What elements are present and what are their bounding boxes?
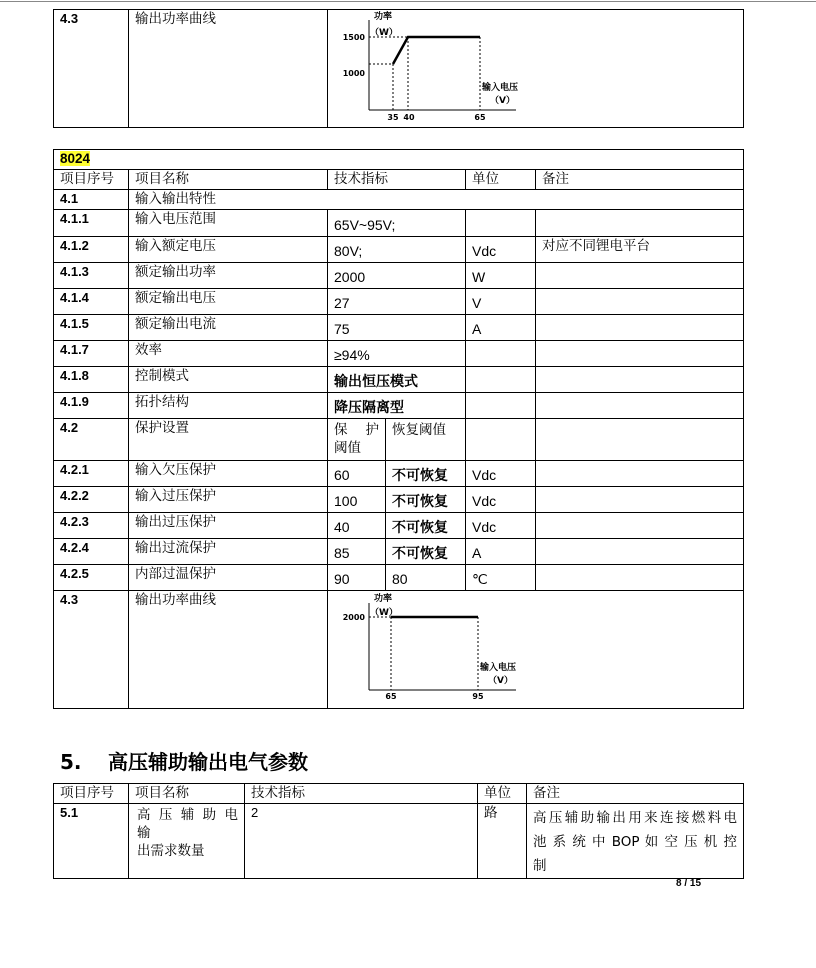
item-number: 4.1: [54, 190, 129, 210]
power-curve-line: [393, 37, 480, 64]
table-row: [54, 513, 744, 539]
recovery-value: 不可恢复: [386, 461, 466, 487]
item-name: 输出功率曲线: [129, 591, 328, 709]
x-tick-label: 65: [385, 692, 397, 701]
item-unit: Vdc: [466, 513, 536, 539]
item-name: 保护设置: [129, 419, 328, 461]
header-cell: 项目序号: [54, 170, 129, 190]
item-name: 控制模式: [129, 367, 328, 393]
header-cell: 技术指标: [328, 170, 466, 190]
x-axis-unit: （V）: [490, 96, 515, 106]
item-number: 4.1.4: [54, 289, 129, 315]
item-note: [527, 804, 744, 879]
x-tick-label: 95: [472, 692, 484, 701]
item-name: 输入输出特性: [129, 190, 744, 210]
item-name: 效率: [129, 341, 328, 367]
header-cell: 项目名称: [129, 170, 328, 190]
item-spec: 75: [328, 315, 466, 341]
item-note: [536, 419, 744, 461]
threshold-value: 90: [328, 565, 386, 591]
item-number: 5.1: [54, 804, 129, 879]
table-row: [54, 539, 744, 565]
recovery-header: 恢复阈值: [386, 419, 466, 461]
item-unit: A: [466, 539, 536, 565]
item-name: 输入过压保护: [129, 487, 328, 513]
item-name: 输入欠压保护: [129, 461, 328, 487]
item-name: 内部过温保护: [129, 565, 328, 591]
y-axis-label: 功率: [374, 12, 393, 22]
table-row: [54, 263, 744, 289]
power-curve-chart-1: [328, 10, 744, 122]
item-name-line: 高 压 辅 助 电 输: [137, 807, 238, 841]
power-curve-chart-cell: [328, 10, 744, 128]
section-number: 5.: [60, 750, 82, 774]
recovery-value: 不可恢复: [386, 513, 466, 539]
threshold-value: 60: [328, 461, 386, 487]
table-header-row: [54, 170, 744, 190]
item-number: 4.3: [54, 591, 129, 709]
header-cell: 项目序号: [54, 784, 129, 804]
item-name: 额定输出电压: [129, 289, 328, 315]
item-unit: ℃: [466, 565, 536, 591]
header-cell: 备注: [527, 784, 744, 804]
table-row: [54, 804, 744, 879]
item-spec: 65V~95V;: [328, 210, 466, 237]
page-number: 8 / 15: [676, 878, 702, 889]
item-note: [536, 487, 744, 513]
recovery-value: 不可恢复: [386, 539, 466, 565]
item-spec: 80V;: [328, 237, 466, 263]
spec-table-8024: [53, 149, 744, 709]
x-tick-label: 35: [387, 113, 399, 122]
table-row: [54, 393, 744, 419]
x-tick-label: 40: [403, 113, 415, 122]
item-number: 4.3: [54, 10, 129, 128]
item-unit: Vdc: [466, 461, 536, 487]
item-spec: 2000: [328, 263, 466, 289]
item-unit: [466, 341, 536, 367]
item-name: 额定输出电流: [129, 315, 328, 341]
item-note-line: 高压辅助输出用来连接燃料电: [533, 810, 737, 826]
threshold-value: 100: [328, 487, 386, 513]
item-note: [536, 461, 744, 487]
item-name-line: 出需求数量: [137, 843, 205, 859]
header-cell: 单位: [478, 784, 527, 804]
threshold-header-text2: 阈值: [334, 440, 361, 456]
item-note: [536, 513, 744, 539]
item-number: 4.1.7: [54, 341, 129, 367]
item-note: [536, 315, 744, 341]
item-unit: [466, 419, 536, 461]
table-row: [54, 367, 744, 393]
item-unit: [466, 367, 536, 393]
item-number: 4.1.5: [54, 315, 129, 341]
item-name: 额定输出功率: [129, 263, 328, 289]
item-unit: W: [466, 263, 536, 289]
table-row: [54, 487, 744, 513]
power-curve-chart-2: [328, 591, 744, 703]
threshold-header-text: 保 护: [334, 422, 379, 438]
y-tick-label: 2000: [342, 613, 365, 622]
item-note: [536, 210, 744, 237]
item-spec: 27: [328, 289, 466, 315]
threshold-value: 40: [328, 513, 386, 539]
recovery-value: 不可恢复: [386, 487, 466, 513]
x-axis-label: 输入电压: [480, 663, 517, 673]
section-title: 高压辅助输出电气参数: [108, 750, 308, 774]
header-cell: 项目名称: [129, 784, 245, 804]
table-row: [54, 210, 744, 237]
item-spec: 输出恒压模式: [328, 367, 466, 393]
item-name: 输出过流保护: [129, 539, 328, 565]
item-name: 输出过压保护: [129, 513, 328, 539]
item-number: 4.2.5: [54, 565, 129, 591]
threshold-value: 85: [328, 539, 386, 565]
model-label: 8024: [60, 151, 91, 166]
power-curve-chart-cell: [328, 591, 744, 709]
item-number: 4.2.2: [54, 487, 129, 513]
item-note: [536, 263, 744, 289]
item-spec: ≥94%: [328, 341, 466, 367]
table-row: [54, 315, 744, 341]
item-spec: 2: [245, 804, 478, 879]
x-axis-unit: （V）: [488, 676, 513, 686]
item-number: 4.1.9: [54, 393, 129, 419]
power-curve-table-1: [53, 9, 744, 128]
header-cell: 技术指标: [245, 784, 478, 804]
item-note: [536, 289, 744, 315]
item-name: [129, 804, 245, 879]
item-name: 输入电压范围: [129, 210, 328, 237]
page-top-rule: [0, 1, 816, 2]
table-header-row: [54, 784, 744, 804]
y-axis-unit: （W）: [370, 28, 398, 38]
y-tick-label: 1000: [342, 69, 365, 78]
x-tick-label: 65: [474, 113, 486, 122]
item-note: 对应不同锂电平台: [536, 237, 744, 263]
item-unit: 路: [478, 804, 527, 879]
item-note-line: 池 系 统 中 BOP 如 空 压 机 控 制: [533, 834, 737, 874]
item-note: [536, 393, 744, 419]
item-unit: A: [466, 315, 536, 341]
threshold-header: [328, 419, 386, 461]
item-note: [536, 367, 744, 393]
item-name: 拓扑结构: [129, 393, 328, 419]
item-unit: [466, 210, 536, 237]
y-tick-label: 1500: [342, 33, 365, 42]
item-number: 4.2.1: [54, 461, 129, 487]
item-note: [536, 341, 744, 367]
item-unit: Vdc: [466, 237, 536, 263]
item-name: 输入额定电压: [129, 237, 328, 263]
item-number: 4.2: [54, 419, 129, 461]
section-heading: [60, 746, 308, 775]
item-spec: 降压隔离型: [328, 393, 466, 419]
table-row: [54, 289, 744, 315]
table-row: [54, 461, 744, 487]
hv-aux-output-table: [53, 783, 744, 879]
header-cell: 备注: [536, 170, 744, 190]
item-number: 4.1.3: [54, 263, 129, 289]
header-cell: 单位: [466, 170, 536, 190]
item-unit: [466, 393, 536, 419]
protection-header-row: [54, 419, 744, 461]
table-row: [54, 190, 744, 210]
table-row: [54, 565, 744, 591]
table-row: [54, 341, 744, 367]
y-axis-label: 功率: [374, 594, 393, 604]
item-note: [536, 539, 744, 565]
item-number: 4.1.8: [54, 367, 129, 393]
table-row: [54, 591, 744, 709]
item-number: 4.2.3: [54, 513, 129, 539]
table-row: [54, 237, 744, 263]
item-unit: Vdc: [466, 487, 536, 513]
item-number: 4.2.4: [54, 539, 129, 565]
recovery-value: 80: [386, 565, 466, 591]
y-axis-unit: （W）: [370, 608, 398, 618]
item-unit: V: [466, 289, 536, 315]
x-axis-label: 输入电压: [482, 83, 519, 93]
item-number: 4.1.1: [54, 210, 129, 237]
item-number: 4.1.2: [54, 237, 129, 263]
item-note: [536, 565, 744, 591]
item-name: 输出功率曲线: [129, 10, 328, 128]
